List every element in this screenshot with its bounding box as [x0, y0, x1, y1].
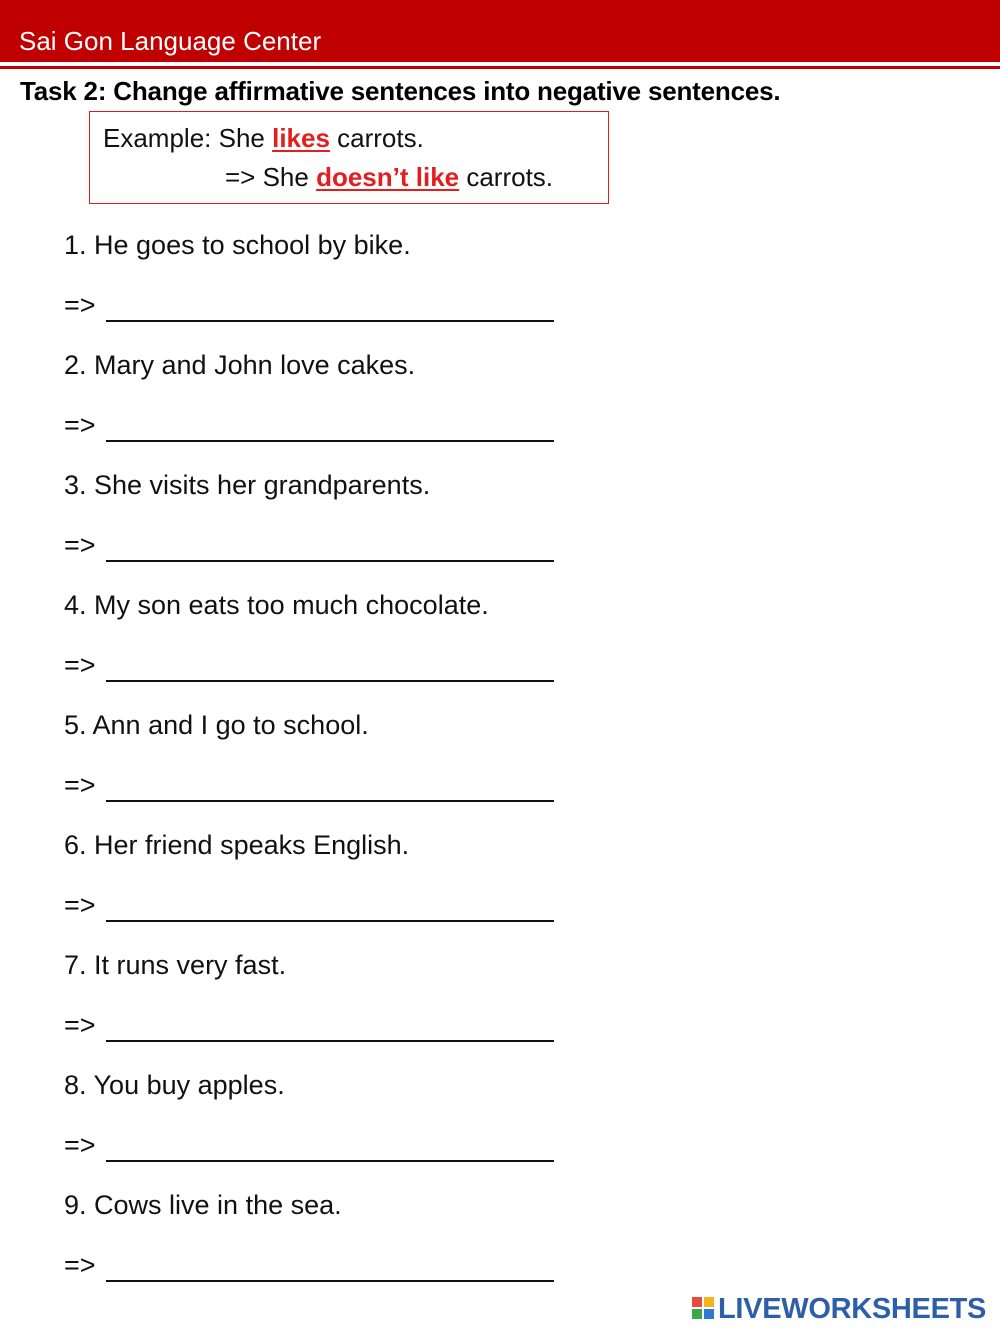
- answer-blank[interactable]: [106, 1160, 554, 1162]
- liveworksheets-logo-icon: [692, 1297, 714, 1319]
- exercise-item: [64, 582, 624, 702]
- answer-row: [64, 1128, 564, 1168]
- exercise-prompt: 6. Her friend speaks English.: [64, 830, 410, 860]
- example-line-1-suffix: carrots.: [329, 123, 424, 153]
- arrow-marker: =>: [64, 290, 96, 320]
- answer-row: [64, 408, 564, 448]
- exercise-prompt: 9. Cows live in the sea.: [64, 1190, 342, 1220]
- answer-row: [64, 1008, 564, 1048]
- arrow-marker: =>: [64, 770, 96, 800]
- arrow-marker: =>: [64, 530, 96, 560]
- arrow-marker: =>: [64, 410, 96, 440]
- example-line-2-prefix: => She: [225, 162, 317, 192]
- exercise-item: [64, 222, 624, 342]
- answer-blank[interactable]: [106, 320, 554, 322]
- arrow-marker: =>: [64, 1250, 96, 1280]
- answer-row: [64, 1248, 564, 1288]
- exercise-item: [64, 822, 624, 942]
- exercise-item: [64, 342, 624, 462]
- example-line-1: [103, 122, 424, 154]
- example-highlight-negative: doesn’t like: [316, 162, 460, 192]
- header-divider: [0, 66, 1000, 69]
- example-line-2-suffix: carrots.: [459, 162, 554, 192]
- liveworksheets-logo[interactable]: [692, 1292, 992, 1326]
- exercise-prompt: 2. Mary and John love cakes.: [64, 350, 416, 380]
- exercise-item: [64, 1062, 624, 1182]
- exercise-item: [64, 942, 624, 1062]
- arrow-marker: =>: [64, 1130, 96, 1160]
- exercise-prompt: 1. He goes to school by bike.: [64, 230, 411, 260]
- answer-row: [64, 288, 564, 328]
- answer-row: [64, 528, 564, 568]
- exercise-item: [64, 1182, 624, 1302]
- exercise-prompt: 4. My son eats too much chocolate.: [64, 590, 489, 620]
- answer-blank[interactable]: [106, 920, 554, 922]
- answer-blank[interactable]: [106, 440, 554, 442]
- exercise-prompt: 7. It runs very fast.: [64, 950, 287, 980]
- example-line-2: [225, 161, 553, 193]
- exercise-prompt: 3. She visits her grandparents.: [64, 470, 431, 500]
- arrow-marker: =>: [64, 650, 96, 680]
- answer-blank[interactable]: [106, 800, 554, 802]
- exercise-prompt: 5. Ann and I go to school.: [64, 710, 369, 740]
- exercise-list: [64, 222, 624, 1302]
- answer-row: [64, 888, 564, 928]
- example-box: [89, 111, 609, 204]
- answer-blank[interactable]: [106, 560, 554, 562]
- header-title: Sai Gon Language Center: [19, 26, 322, 56]
- answer-row: [64, 768, 564, 808]
- example-highlight-affirmative: likes: [272, 123, 330, 153]
- arrow-marker: =>: [64, 890, 96, 920]
- answer-blank[interactable]: [106, 1280, 554, 1282]
- exercise-prompt: 8. You buy apples.: [64, 1070, 285, 1100]
- answer-blank[interactable]: [106, 1040, 554, 1042]
- liveworksheets-logo-text: LIVEWORKSHEETS: [718, 1293, 987, 1325]
- exercise-item: [64, 462, 624, 582]
- arrow-marker: =>: [64, 1010, 96, 1040]
- example-line-1-prefix: Example: She: [103, 123, 273, 153]
- exercise-item: [64, 702, 624, 822]
- answer-blank[interactable]: [106, 680, 554, 682]
- answer-row: [64, 648, 564, 688]
- task-title: Task 2: Change affirmative sentences into negative sentences.: [20, 76, 781, 106]
